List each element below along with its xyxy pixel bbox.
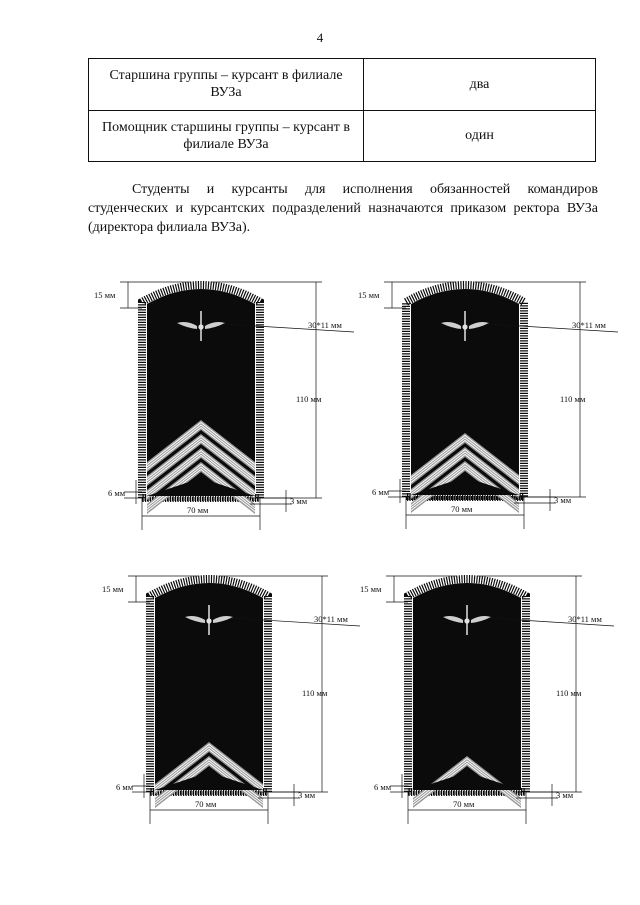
height-dimension-label: 110 мм	[296, 394, 322, 404]
gap-dimension-label: 3 мм	[554, 495, 572, 505]
emblem-dimension-label: 30*11 мм	[314, 614, 348, 624]
height-dimension-label: 110 мм	[302, 688, 328, 698]
gap-dimension-label: 3 мм	[290, 496, 308, 506]
emblem-dimension-label: 30*11 мм	[572, 320, 606, 330]
bottom-dimension-label: 6 мм	[108, 488, 126, 498]
top-dimension-label: 15 мм	[360, 584, 382, 594]
width-dimension-label: 70 мм	[453, 799, 475, 809]
bottom-dimension-label: 6 мм	[372, 487, 390, 497]
height-dimension-label: 110 мм	[560, 394, 586, 404]
top-dimension-label: 15 мм	[102, 584, 124, 594]
gap-dimension-label: 3 мм	[298, 790, 316, 800]
width-dimension-label: 70 мм	[451, 504, 473, 514]
gap-dimension-label: 3 мм	[556, 790, 574, 800]
rank-cell: Помощник старшины группы – курсант в филиале ВУЗа	[89, 110, 364, 162]
width-dimension-label: 70 мм	[187, 505, 209, 515]
top-dimension-label: 15 мм	[358, 290, 380, 300]
height-dimension-label: 110 мм	[556, 688, 582, 698]
propeller-hub-icon	[464, 618, 469, 623]
emblem-dimension-label: 30*11 мм	[308, 320, 342, 330]
top-dimension-label: 15 мм	[94, 290, 116, 300]
page-number: 4	[316, 30, 324, 45]
bottom-dimension-label: 6 мм	[374, 782, 392, 792]
bottom-dimension-label: 6 мм	[116, 782, 134, 792]
emblem-dimension-label: 30*11 мм	[568, 614, 602, 624]
count-cell: два	[364, 59, 596, 111]
width-dimension-label: 70 мм	[195, 799, 217, 809]
count-cell: один	[364, 110, 596, 162]
rank-cell: Старшина группы – курсант в филиале ВУЗа	[89, 59, 364, 111]
appointment-paragraph: Студенты и курсанты для исполнения обязанностей командиров студенческих и курсантских подразделений назначаются приказом ректора ВУЗа (директора филиала ВУЗа).	[88, 182, 598, 235]
